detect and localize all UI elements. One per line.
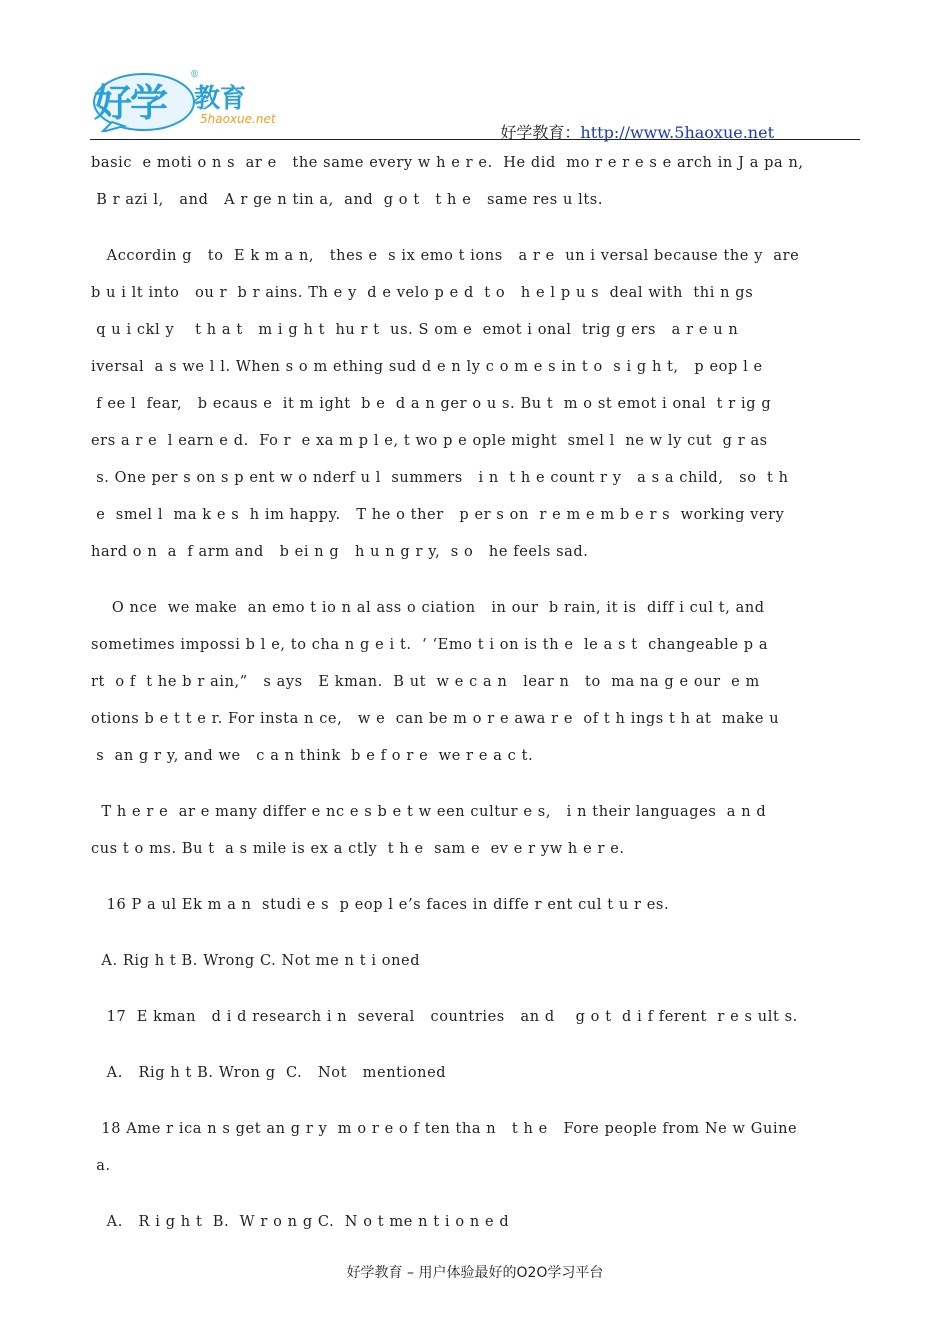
paragraph-gap	[91, 574, 863, 593]
text-line: cus t o ms. Bu t a s mile is ex a ctly t h e sam e ev e r yw h e r e.	[91, 841, 625, 857]
paragraph-gap	[91, 983, 863, 1002]
text-line: 18 Ame r ica n s get an g r y m o r e o f ten tha n t h e Fore people from Ne w Guine	[91, 1121, 798, 1137]
paragraph-gap	[91, 1095, 863, 1114]
text-line: sometimes impossi b l e, to cha n g e i t. ‘ ‘Emo t i on is th e le a s t changeable p a	[91, 637, 769, 653]
site-label: 好学教育：	[500, 123, 581, 142]
logo-registered-mark: ®	[190, 70, 199, 80]
text-line: O nce we make an emo t io n al ass o ciation in our b rain, it is diff i cul t, and	[91, 600, 765, 616]
text-line: b u i lt into ou r b r ains. Th e y d e velo p e d t o h e l p u s deal with thi n gs	[91, 285, 754, 301]
paragraph	[91, 1058, 863, 1095]
logo-domain: 5haoxue.net	[200, 112, 276, 126]
text-line: B r azi l, and A r ge n tin a, and g o t t h e same res u lts.	[91, 192, 604, 208]
text-line: iversal a s we l l. When s o m ething sud d e n ly c o m e s in t o s i g h t, p eop l e	[91, 359, 763, 375]
text-line: A. Rig h t B. Wrong C. Not me n t i oned	[91, 953, 421, 969]
text-line: A. Rig h t B. Wron g C. Not mentioned	[91, 1065, 447, 1081]
page-header	[90, 62, 860, 142]
text-line: rt o f t he b r ain,” s ays E kman. B ut w e c a n lear n to ma na g e our e m	[91, 674, 760, 690]
logo-text: 好学	[94, 81, 167, 125]
text-line: f ee l fear, b ecaus e it m ight b e d a n ger o u s. Bu t m o st emot i onal t r ig g	[91, 396, 772, 412]
paragraph-gap	[91, 778, 863, 797]
text-line: Accordin g to E k m a n, thes e s ix emo t ions a r e un i versal because the y are	[91, 248, 800, 264]
paragraph	[91, 1207, 863, 1244]
paragraph-gap	[91, 927, 863, 946]
text-line: a.	[91, 1158, 111, 1174]
header-divider	[90, 139, 860, 140]
text-line: ers a r e l earn e d. Fo r e xa m p l e, t wo p e ople might smel l ne w ly cut g r as	[91, 433, 768, 449]
logo	[92, 68, 276, 134]
text-line: A. R i g h t B. W r o n g C. N o t me n t i o n e d	[91, 1214, 510, 1230]
paragraph	[91, 1002, 863, 1039]
paragraph	[91, 593, 863, 778]
paragraph-gap	[91, 1039, 863, 1058]
paragraph-gap	[91, 1188, 863, 1207]
text-line: hard o n a f arm and b ei n g h u n g r y, s o he feels sad.	[91, 544, 589, 560]
text-line: T h e r e ar e many differ e nc e s b e t w een cultur e s, i n their languages a n d	[91, 804, 767, 820]
text-line: q u i ckl y t h a t m i g h t hu r t us. S om e emot i onal trig g ers a r e u n	[91, 322, 739, 338]
paragraph	[91, 890, 863, 927]
text-line: s an g r y, and we c a n think b e f o r e we r e a c t.	[91, 748, 534, 764]
paragraph	[91, 797, 863, 871]
paragraph	[91, 1114, 863, 1188]
document-body	[91, 148, 863, 1244]
paragraph	[91, 946, 863, 983]
page-footer: 好学教育 – 用户体验最好的O2O学习平台	[346, 1265, 604, 1281]
paragraph-gap	[91, 222, 863, 241]
text-line: basic e moti o n s ar e the same every w h e r e. He did mo r e r e s e arch in J a pa n,	[91, 155, 804, 171]
paragraph	[91, 241, 863, 574]
logo-subtitle: 教育	[194, 84, 247, 114]
text-line: s. One per s on s p ent w o nderf u l summers i n t h e count r y a s a child, so t h	[91, 470, 789, 486]
text-line: otions b e t t e r. For insta n ce, w e can be m o r e awa r e of t h ings t h at make u	[91, 711, 780, 727]
text-line: 16 P a ul Ek m a n studi e s p eop l e’s faces in diffe r ent cul t u r es.	[91, 897, 670, 913]
text-line: e smel l ma k e s h im happy. T he o ther p er s on r e m e m b e r s working very	[91, 507, 785, 523]
paragraph	[91, 148, 863, 222]
text-line: 17 E kman d i d research i n several countries an d g o t d i f ferent r e s ult s.	[91, 1009, 798, 1025]
paragraph-gap	[91, 871, 863, 890]
site-url-link[interactable]: http://www.5haoxue.net	[580, 123, 774, 142]
